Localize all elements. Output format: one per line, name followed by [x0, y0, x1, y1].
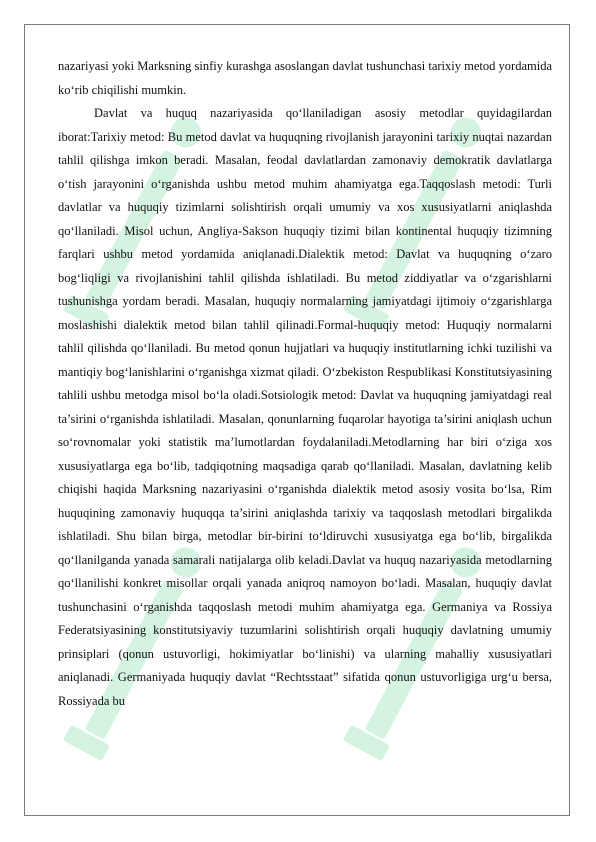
paragraph-1: nazariyasi yoki Marksning sinfiy kurashga asoslangan davlat tushunchasi tarixiy metod yordamida ko‘rib chiqilishi mumkin.: [58, 59, 552, 97]
paragraph-2: Davlat va huquq nazariyasida qo‘llaniladigan asosiy metodlar quyidagilardan iborat:Tarixiy metod: Bu metod davlat va huquqning rivojlanish jarayonini tarixiy nuqtai nazardan tahlil qilishga imkon beradi. Masalan, feodal davlatlardan zamonaviy demokratik davlatlarga o‘tish jarayonini o‘rganishda ushbu metod muhim ahamiyatga ega.Taqqoslash metodi: Turli davlatlar va huquqiy tizimlarni solishtirish orqali umumiy va xos xususiyatlarni aniqlashda qo‘llaniladi. Misol uchun, Angliya-Sakson huquqiy tizimi bilan kontinental huquqiy tizimning farqlari ushbu metod yordamida aniqlanadi.Dialektik metod: Davlat va huquqning o‘zaro bog‘liqligi va rivojlanishini tahlil qilishda ishlatiladi. Bu metod ziddiyatlar va o‘zgarishlarni tushunishga yordam beradi. Masalan, huquqiy normalarning jamiyatdagi ijtimoiy o‘zgarishlarga moslashishi dialektik metod bilan tahlil qilinadi.Formal-huquqiy metod: Huquqiy normalarni tahlil qilishda qo‘llaniladi. Bu metod qonun hujjatlari va huquqiy institutlarning ichki tuzilishi va mantiqiy bog‘lanishlarini o‘rganishga xizmat qiladi. O‘zbekiston Respublikasi Konstitutsiyasining tahlili ushbu metodga misol bo‘la oladi.Sotsiologik metod: Davlat va huquqning jamiyatdagi real ta’sirini o‘rganishda ishlatiladi. Masalan, qonunlarning fuqarolar hayotiga ta’sirini aniqlash uchun so‘rovnomalar yoki statistik ma’lumotlardan foydalaniladi.Metodlarning har biri o‘ziga xos xususiyatlarga ega bo‘lib, tadqiqotning maqsadiga qarab qo‘llaniladi. Masalan, davlatning kelib chiqishi haqida Marksning nazariyasini o‘rganishda dialektik metod asosiy vosita bo‘lsa, Rim huquqining zamonaviy huquqqa ta’sirini aniqlashda tarixiy va taqqoslash metodlari birgalikda ishlatiladi. Shu bilan birga, metodlar bir-birini to‘ldiruvchi xususiyatga ega bo‘lib, birgalikda qo‘llanilganda yanada samarali natijalarga olib keladi.Davlat va huquq nazariyasida metodlarning qo‘llanilishi konkret misollar orqali yanada aniqroq namoyon bo‘ladi. Masalan, huquqiy davlat tushunchasini o‘rganishda taqqoslash metodi muhim ahamiyatga ega. Germaniya va Rossiya Federatsiyasining konstitutsiyaviy tuzumlarini solishtirish orqali huquqiy davlatning umumiy prinsiplari (qonun ustuvorligi, hokimiyatlar bo‘linishi) va ularning mahalliy xususiyatlari aniqlanadi. Germaniyada huquqiy davlat “Rechtsstaat” sifatida qonun ustuvorligiga urg‘u bersa, Rossiyada bu: [58, 106, 552, 708]
document-body: [58, 55, 552, 713]
